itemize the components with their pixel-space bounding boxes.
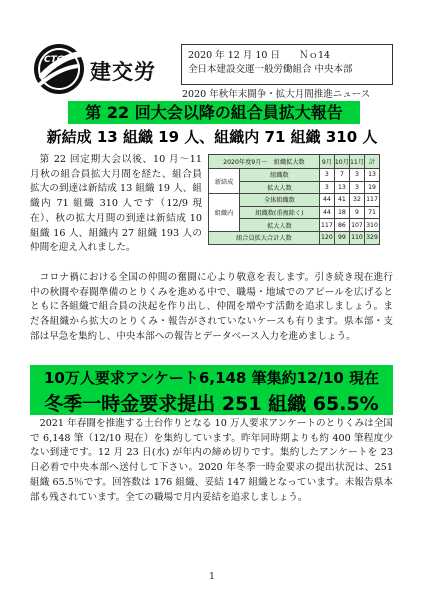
table-header-row: [209, 155, 380, 169]
organization-name: 全日本建設交運一般労働組合 中央本部: [188, 64, 353, 75]
logo-name: 建交労: [90, 60, 156, 84]
table-header-label: 2020年度9月～ 組織拡大数: [209, 155, 320, 169]
table-cell: 310: [365, 219, 380, 232]
svg-text:CTG: CTG: [44, 55, 65, 65]
ctg-logo-icon: [30, 40, 88, 98]
table-cell: 329: [365, 231, 380, 244]
logo: [30, 40, 180, 102]
table-cell: 110: [349, 231, 364, 244]
table-row: [209, 194, 380, 207]
table-cell: 3: [349, 169, 364, 182]
table-cell: 99: [334, 231, 349, 244]
table-header-cell: 10月: [334, 155, 349, 169]
news-subheader: 2020 年秋年末闘争・拡大月間推進ニュース: [182, 89, 371, 100]
paragraph-3: 2021 年春闘を推進する土台作りとなる 10 万人要求アンケートのとりくみは全国で 6,148 筆（12/10 現在）を集約しています。昨年同時期よりも約 400 筆程度少ない到達です。12 月 23 日(水) が年内の締め切りです。集約したアンケートを 23 日必着で中央本部へ送付して下さい。2020 年冬季一時金要求の提出状況は、251 組織 65.5％です。回答数は 176 組織、妥結 147 組織となっています。未報告県本部も残されています。全ての職場で月内妥結を追求しましょう。: [30, 418, 393, 503]
table-cell: 3: [319, 181, 334, 194]
table-total-row: [209, 231, 380, 244]
table-cell: 13: [334, 181, 349, 194]
row-label: 拡大人数: [240, 181, 320, 194]
table-cell: 120: [319, 231, 334, 244]
issue-info-box: [181, 44, 393, 85]
table-cell: 9: [349, 206, 364, 219]
table-header-cell: 11月: [349, 155, 364, 169]
table-cell: 117: [319, 219, 334, 232]
total-row-label: 組合員拡大合計人数: [209, 231, 320, 244]
row-label: 全体組織数: [240, 194, 320, 207]
table-cell: 71: [365, 206, 380, 219]
table-cell: 44: [319, 206, 334, 219]
survey-banner: [30, 365, 393, 415]
row-label: 組織数(重複除く): [240, 206, 320, 219]
paragraph-1: 第 22 回定期大会以後、10 月～11 月秋の組合員拡大月間を経た、組合員拡大の到達は新結成 13 組織 19 人、組織内 71 組織 310 人です（12/9 現在）、秋の拡大月間の到達は新結成 10 組織 16 人、組織内 27 組織 193 人の仲間を迎え入れました。: [30, 154, 202, 254]
survey-banner-line2: 冬季一時金要求提出 251 組織 65.5%: [44, 393, 379, 415]
table-cell: 117: [365, 194, 380, 207]
title-banner: [68, 101, 360, 124]
table-cell: 3: [349, 181, 364, 194]
table-cell: 32: [349, 194, 364, 207]
stats-table: [208, 154, 380, 245]
table-header-cell: 計: [365, 155, 380, 169]
table-cell: 44: [319, 194, 334, 207]
table-cell: 7: [334, 169, 349, 182]
page-number: 1: [209, 572, 215, 582]
row-label: 拡大人数: [240, 219, 320, 232]
issue-date: 2020 年 12 月 10 日 Ｎｏ14: [188, 50, 331, 61]
title-banner-text: 第 22 回大会以降の組合員拡大報告: [85, 103, 343, 122]
group-label-new: 新結成: [209, 169, 240, 194]
paragraph-2: コロナ禍における全国の仲間の奮闘に心より敬意を表します。引き続き現在進行中の秋闘や春闘準備のとりくみを進める中で、職場・地域でのアピールを広げるとともに各組織で組合員の決起を作り出し、仲間を増やす活動を追求しましょう。まだ各組織から拡大のとりくみ・報告がされていないケースも有ります。県本部・支部は早急を集約し、中央本部への報告とデータベース入力を進めましょう。: [30, 272, 393, 342]
table-cell: 41: [334, 194, 349, 207]
table-cell: 3: [319, 169, 334, 182]
table-header-cell: 9月: [319, 155, 334, 169]
table-cell: 86: [334, 219, 349, 232]
table-row: [209, 169, 380, 182]
table-cell: 19: [365, 181, 380, 194]
group-label-internal: 組織内: [209, 194, 240, 232]
table-cell: 107: [349, 219, 364, 232]
table-cell: 13: [365, 169, 380, 182]
headline-subtitle: 新結成 13 組織 19 人、組織内 71 組織 310 人: [46, 128, 378, 146]
row-label: 組織数: [240, 169, 320, 182]
table-cell: 18: [334, 206, 349, 219]
survey-banner-line1: 10万人要求アンケート6,148 筆集約12/10 現在: [43, 369, 380, 387]
